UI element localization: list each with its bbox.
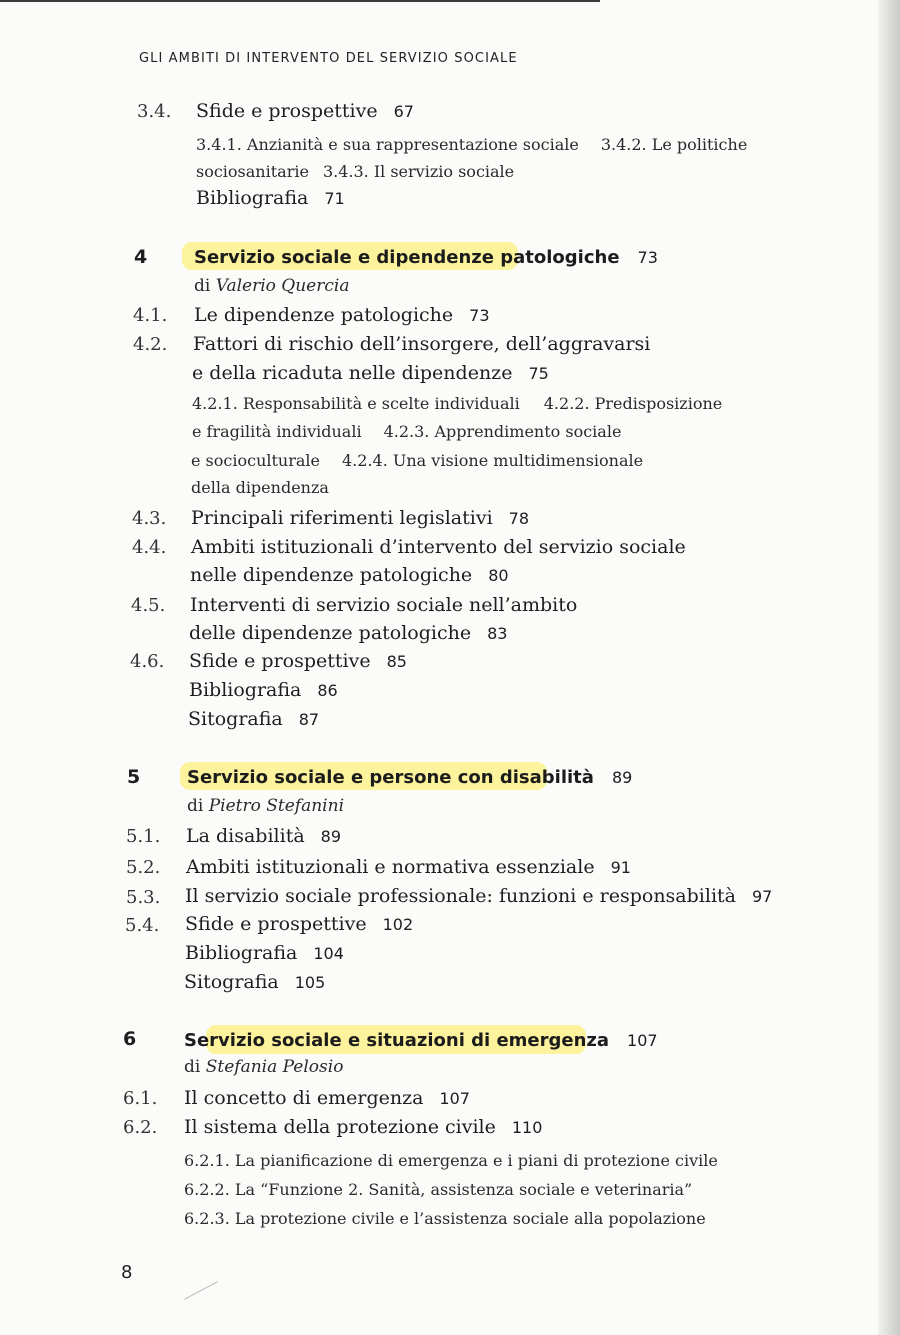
subsection-line: [192, 421, 621, 443]
entry-title: Sfide e prospettive: [196, 100, 378, 122]
subsection-line: 6.2.3. La protezione civile e l’assistenza sociale alla popolazione: [184, 1209, 706, 1228]
toc-entry: Fattori di rischio dell’insorgere, dell’aggravarsi: [193, 333, 651, 355]
chapter-number: 5: [127, 766, 141, 788]
subsection-line: [192, 393, 722, 415]
author-prefix: di: [187, 796, 204, 816]
section-number: 4.3.: [132, 508, 167, 529]
chapter-number: 4: [134, 246, 148, 268]
subsection: 4.2.2. Predisposizione: [543, 394, 723, 413]
toc-entry: [185, 912, 413, 937]
toc-entry: [186, 855, 631, 880]
toc-entry: [196, 99, 414, 124]
subsection: 3.4.2. Le politiche: [600, 135, 748, 154]
toc-entry: [189, 678, 338, 703]
page-folio: 8: [121, 1262, 133, 1283]
page-number: 89: [320, 827, 342, 846]
chapter-author: [194, 276, 349, 296]
page-number: 97: [752, 887, 773, 906]
toc-entry: [185, 941, 344, 966]
entry-title: e della ricaduta nelle dipendenze: [192, 362, 513, 384]
entry-title: Principali riferimenti legislativi: [191, 507, 493, 529]
chapter-title: [194, 247, 658, 268]
subsection-line: [196, 161, 514, 183]
entry-title: Il servizio sociale professionale: funzioni e responsabilità: [185, 885, 736, 907]
toc-entry: [196, 186, 345, 211]
page-number: 110: [511, 1118, 543, 1137]
subsection: e socioculturale: [191, 451, 320, 470]
page-number: 91: [610, 858, 631, 877]
entry-title: Bibliografia: [189, 679, 302, 701]
page-number: 80: [488, 566, 509, 585]
subsection: 3.4.3. Il servizio sociale: [322, 162, 515, 181]
subsection: 4.2.4. Una visione multidimensionale: [342, 451, 644, 470]
section-number: 5.3.: [126, 887, 161, 908]
chapter-number: 6: [123, 1028, 137, 1050]
toc-entry: [184, 1086, 470, 1111]
subsection-line: [196, 134, 747, 156]
toc-entry: Ambiti istituzionali d’intervento del servizio sociale: [191, 536, 686, 558]
page-number: 67: [393, 102, 414, 121]
subsection: 3.4.1. Anzianità e sua rappresentazione sociale: [196, 135, 579, 154]
page-number: 85: [386, 652, 407, 671]
chapter-title-text: Servizio sociale e situazioni di emergenza: [184, 1030, 610, 1051]
chapter-title: [187, 767, 632, 788]
page-number: 83: [487, 624, 508, 643]
toc-entry: [186, 824, 341, 849]
entry-title: Le dipendenze patologiche: [194, 304, 454, 326]
page-number: 86: [317, 681, 338, 700]
scan-edge-line: [0, 0, 600, 2]
toc-entry: [189, 649, 407, 674]
chapter-author: [187, 796, 344, 816]
page-number: 73: [637, 248, 658, 267]
book-spine-shadow: [878, 0, 900, 1335]
section-number: 6.1.: [123, 1088, 158, 1109]
entry-title: Bibliografia: [185, 942, 298, 964]
section-number: 5.1.: [126, 826, 161, 847]
toc-entry: [191, 506, 529, 531]
entry-title: nelle dipendenze patologiche: [190, 564, 473, 586]
page-number: 78: [508, 509, 530, 528]
running-head: GLI AMBITI DI INTERVENTO DEL SERVIZIO SOCIALE: [139, 51, 518, 66]
author-name: Stefania Pelosio: [205, 1057, 344, 1077]
author-name: Valerio Quercia: [215, 276, 350, 296]
toc-entry: Interventi di servizio sociale nell’ambito: [190, 594, 578, 616]
section-number: 5.4.: [125, 915, 160, 936]
page-number: 73: [469, 306, 490, 325]
entry-title: La disabilità: [186, 825, 305, 847]
page-number: 87: [298, 710, 320, 729]
page-number: 89: [611, 768, 633, 787]
entry-title: Sfide e prospettive: [185, 913, 367, 935]
section-number: 5.2.: [126, 857, 161, 878]
entry-title: Sitografia: [184, 971, 279, 993]
author-prefix: di: [184, 1057, 201, 1077]
toc-entry: [184, 970, 325, 995]
author-name: Pietro Stefanini: [208, 796, 345, 816]
entry-title: Il sistema della protezione civile: [184, 1116, 496, 1138]
entry-title: Sitografia: [188, 708, 283, 730]
chapter-author: [184, 1057, 343, 1077]
toc-entry: [188, 707, 319, 732]
toc-entry: [184, 1115, 542, 1140]
section-number: 4.4.: [132, 537, 167, 558]
subsection: e fragilità individuali: [192, 422, 362, 441]
entry-title: Ambiti istituzionali e normativa essenziale: [186, 856, 595, 878]
subsection-line: 6.2.2. La “Funzione 2. Sanità, assistenza sociale e veterinaria”: [184, 1180, 693, 1199]
chapter-title-text: Servizio sociale e persone con disabilità: [187, 767, 594, 788]
entry-title: delle dipendenze patologiche: [189, 622, 472, 644]
subsection: 4.2.1. Responsabilità e scelte individuali: [192, 394, 520, 413]
page-number: 75: [528, 364, 549, 383]
chapter-title: [184, 1030, 658, 1051]
pencil-smudge: [184, 1281, 218, 1300]
page-number: 107: [627, 1031, 658, 1050]
page-number: 104: [313, 944, 344, 963]
section-number: 4.6.: [130, 651, 165, 672]
page-number: 102: [382, 915, 414, 934]
page-number: 107: [439, 1089, 470, 1108]
section-number: 3.4.: [137, 101, 172, 122]
toc-entry: [185, 884, 772, 909]
author-prefix: di: [194, 276, 211, 296]
section-number: 4.1.: [133, 305, 168, 326]
section-number: 4.5.: [131, 595, 166, 616]
subsection: sociosanitarie: [196, 162, 309, 181]
subsection-line: [191, 450, 643, 472]
section-number: 4.2.: [133, 334, 168, 355]
page-number: 71: [324, 189, 345, 208]
subsection-line: 6.2.1. La pianificazione di emergenza e i piani di protezione civile: [184, 1151, 718, 1170]
chapter-title-text: Servizio sociale e dipendenze patologiche: [194, 247, 620, 268]
toc-entry: [192, 361, 549, 386]
toc-entry: [190, 563, 509, 588]
entry-title: Bibliografia: [196, 187, 309, 209]
page-number: 105: [294, 973, 326, 992]
subsection-line: della dipendenza: [191, 478, 329, 497]
entry-title: Sfide e prospettive: [189, 650, 371, 672]
toc-entry: [194, 303, 490, 328]
toc-entry: [189, 621, 507, 646]
subsection: 4.2.3. Apprendimento sociale: [383, 422, 622, 441]
entry-title: Il concetto di emergenza: [184, 1087, 424, 1109]
section-number: 6.2.: [123, 1117, 158, 1138]
